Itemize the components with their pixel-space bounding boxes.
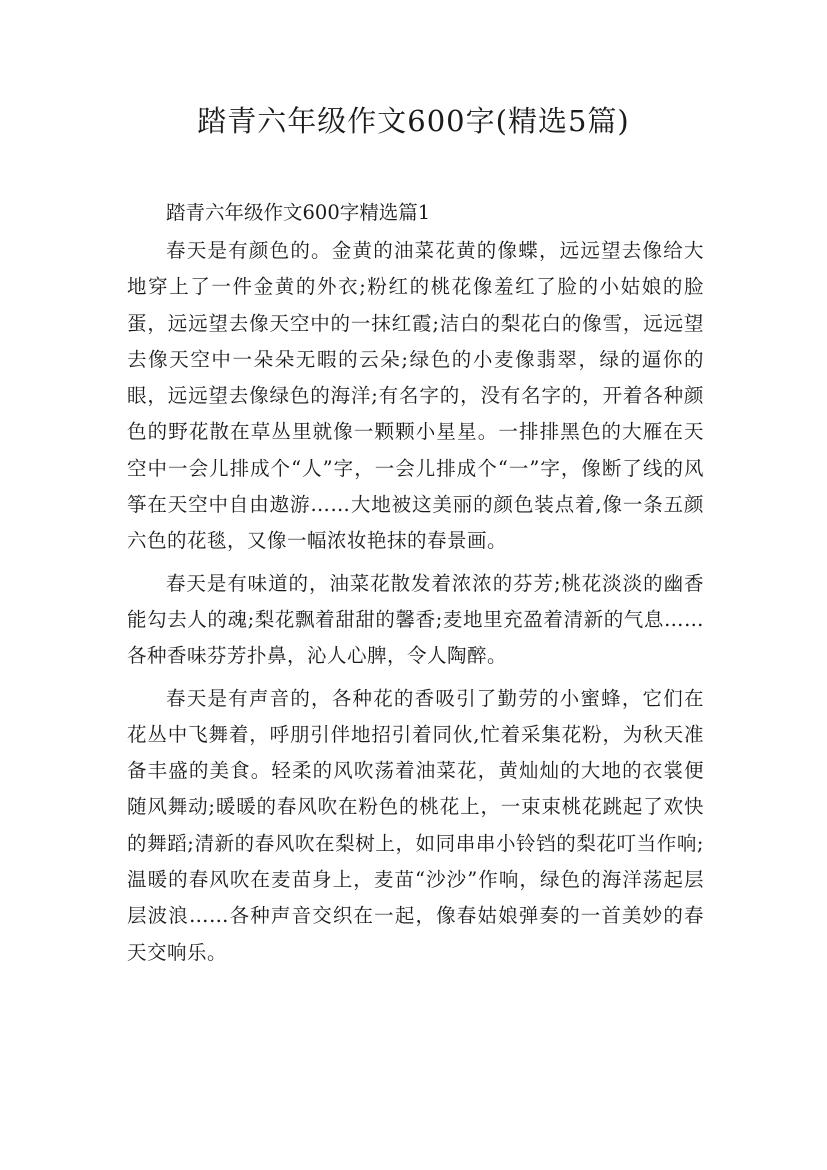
section-heading: 踏青六年级作文600字精选篇1 bbox=[166, 201, 431, 224]
paragraph-scents: 春天是有味道的，油菜花散发着浓浓的芬芳;桃花淡淡的幽香能勾去人的魂;梨花飘着甜甜的馨香;麦地里充盈着清新的气息……各种香味芬芳扑鼻，沁人心脾，令人陶醉。 bbox=[127, 571, 704, 668]
document-body bbox=[127, 195, 704, 977]
paragraph-sounds: 春天是有声音的，各种花的香吸引了勤劳的小蜜蜂，它们在花丛中飞舞着，呼朋引伴地招引着同伙,忙着采集花粉，为秋天准备丰盛的美食。轻柔的风吹荡着油菜花，黄灿灿的大地的衣裳便随风舞动;暖暖的春风吹在粉色的桃花上，一束束桃花跳起了欢快的舞蹈;清新的春风吹在梨树上，如同串串小铃铛的梨花叮当作响;温暖的春风吹在麦苗身上，麦苗“沙沙”作响，绿色的海洋荡起层层波浪……各种声音交织在一起，像春姑娘弹奏的一首美妙的春天交响乐。 bbox=[127, 686, 704, 964]
paragraph-colors: 春天是有颜色的。金黄的油菜花黄的像蝶，远远望去像给大地穿上了一件金黄的外衣;粉红的桃花像羞红了脸的小姑娘的脸蛋，远远望去像天空中的一抹红霞;洁白的梨花白的像雪，远远望去像天空中一朵朵无暇的云朵;绿色的小麦像翡翠，绿的逼你的眼，远远望去像绿色的海洋;有名字的，没有名字的，开着各种颜色的野花散在草丛里就像一颗颗小星星。一排排黑色的大雁在天空中一会儿排成个“人”字，一会儿排成个“一”字，像断了线的风筝在天空中自由遨游……大地被这美丽的颜色装点着,像一条五颜六色的花毯，又像一幅浓妆艳抹的春景画。 bbox=[127, 239, 704, 553]
document-title: 踏青六年级作文600字(精选5篇) bbox=[197, 104, 630, 138]
